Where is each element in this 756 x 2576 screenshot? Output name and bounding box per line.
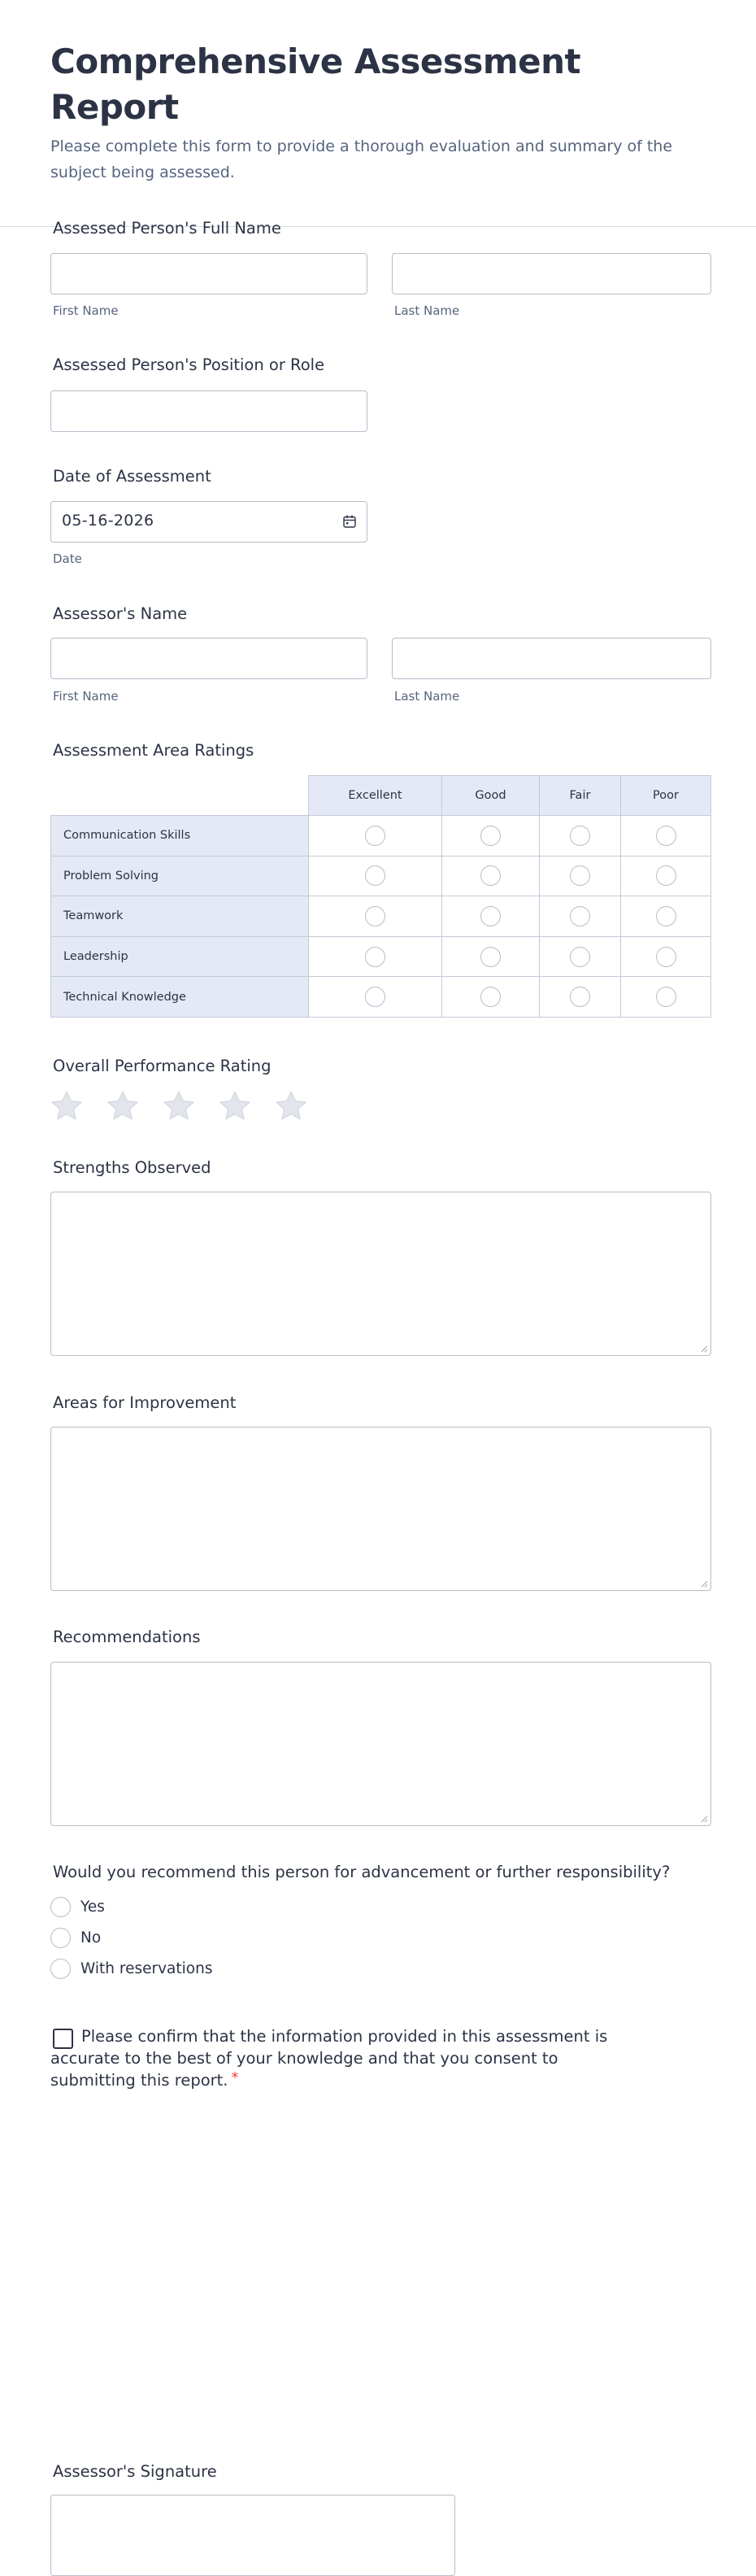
matrix-radio[interactable] <box>480 947 501 967</box>
matrix-radio[interactable] <box>656 947 676 967</box>
strengths-textarea[interactable] <box>50 1192 711 1356</box>
last-name-input[interactable] <box>392 253 711 294</box>
resize-handle-icon[interactable] <box>700 1345 708 1353</box>
matrix-radio[interactable] <box>365 865 385 886</box>
ratings-matrix <box>50 775 711 1018</box>
matrix-radio[interactable] <box>656 826 676 846</box>
resize-handle-icon[interactable] <box>700 1815 708 1823</box>
advancement-option-with-reservations[interactable] <box>50 1959 212 1979</box>
recommendations-question <box>50 1627 201 1648</box>
date-question <box>50 466 211 487</box>
advancement-question <box>50 1862 670 1883</box>
matrix-row-label: Communication Skills <box>51 816 309 856</box>
star-icon[interactable] <box>217 1088 253 1124</box>
matrix-radio[interactable] <box>570 947 590 967</box>
resize-handle-icon[interactable] <box>700 1580 708 1588</box>
matrix-radio[interactable] <box>365 947 385 967</box>
matrix-radio[interactable] <box>480 865 501 886</box>
matrix-row <box>51 977 711 1018</box>
matrix-radio[interactable] <box>570 826 590 846</box>
calendar-icon[interactable] <box>342 514 357 529</box>
matrix-radio[interactable] <box>480 906 501 926</box>
star-icon[interactable] <box>105 1088 141 1124</box>
matrix-radio[interactable] <box>656 987 676 1007</box>
signature-question <box>50 2461 217 2482</box>
matrix-row <box>51 896 711 937</box>
matrix-radio[interactable] <box>656 865 676 886</box>
matrix-row <box>51 816 711 856</box>
matrix-radio[interactable] <box>480 987 501 1007</box>
form-header <box>0 0 756 227</box>
recommendations-textarea[interactable] <box>50 1662 711 1826</box>
assessor-first-name-input[interactable] <box>50 638 367 679</box>
matrix-radio[interactable] <box>570 987 590 1007</box>
assessor-first-name-sublabel: First Name <box>53 689 119 704</box>
matrix-col-fair: Fair <box>540 776 621 816</box>
assessor-question <box>50 604 187 625</box>
improvement-question <box>50 1393 236 1414</box>
first-name-sublabel: First Name <box>53 303 119 318</box>
matrix-label: Assessment Area Ratings <box>53 741 254 760</box>
matrix-radio[interactable] <box>365 906 385 926</box>
radio-button[interactable] <box>50 1959 71 1979</box>
position-question <box>50 355 324 376</box>
strengths-label: Strengths Observed <box>53 1158 211 1177</box>
matrix-row-label: Teamwork <box>51 896 309 937</box>
first-name-input[interactable] <box>50 253 367 294</box>
full-name-question <box>50 218 281 239</box>
matrix-col-poor: Poor <box>621 776 711 816</box>
option-label: With reservations <box>80 1960 213 1977</box>
advancement-option-yes[interactable] <box>50 1897 105 1917</box>
matrix-row-label: Technical Knowledge <box>51 977 309 1018</box>
matrix-row <box>51 936 711 977</box>
position-input[interactable] <box>50 390 367 432</box>
matrix-radio[interactable] <box>570 865 590 886</box>
matrix-radio[interactable] <box>656 906 676 926</box>
overall-label: Overall Performance Rating <box>53 1057 272 1075</box>
signature-pad[interactable] <box>50 2495 455 2576</box>
matrix-col-good: Good <box>442 776 540 816</box>
improvement-label: Areas for Improvement <box>53 1393 237 1412</box>
radio-button[interactable] <box>50 1897 71 1917</box>
radio-button[interactable] <box>50 1928 71 1948</box>
overall-question <box>50 1056 272 1077</box>
consent-checkbox[interactable] <box>53 2029 73 2049</box>
page-title: Comprehensive Assessment Report <box>50 41 581 127</box>
matrix-radio[interactable] <box>365 826 385 846</box>
matrix-row-label: Problem Solving <box>51 856 309 896</box>
star-rating <box>49 1088 329 1124</box>
advancement-option-no[interactable] <box>50 1928 101 1948</box>
page-subtitle: Please complete this form to provide a thorough evaluation and summary of the subject being assessed. <box>50 137 673 181</box>
matrix-row-label: Leadership <box>51 936 309 977</box>
required-mark: * <box>231 2069 239 2086</box>
assessor-label: Assessor's Name <box>53 604 188 623</box>
assessor-last-name-sublabel: Last Name <box>394 689 460 704</box>
assessor-last-name-input[interactable] <box>392 638 711 679</box>
matrix-radio[interactable] <box>480 826 501 846</box>
star-icon[interactable] <box>161 1088 197 1124</box>
signature-label: Assessor's Signature <box>53 2462 217 2481</box>
recommendations-label: Recommendations <box>53 1628 201 1646</box>
date-label: Date of Assessment <box>53 467 211 486</box>
option-label: Yes <box>80 1898 105 1916</box>
date-sublabel: Date <box>53 551 82 566</box>
matrix-radio[interactable] <box>365 987 385 1007</box>
matrix-radio[interactable] <box>570 906 590 926</box>
consent-field <box>50 2025 636 2092</box>
strengths-question <box>50 1157 211 1179</box>
matrix-corner <box>51 776 309 816</box>
matrix-row <box>51 856 711 896</box>
position-label: Assessed Person's Position or Role <box>53 355 325 374</box>
option-label: No <box>80 1929 102 1946</box>
matrix-question <box>50 740 254 761</box>
last-name-sublabel: Last Name <box>394 303 460 318</box>
full-name-label: Assessed Person's Full Name <box>53 219 281 238</box>
advancement-label: Would you recommend this person for advancement or further responsibility? <box>53 1863 671 1881</box>
improvement-textarea[interactable] <box>50 1427 711 1591</box>
consent-label <box>50 2025 636 2092</box>
date-value: 05-16-2026 <box>62 512 154 530</box>
matrix-col-excellent: Excellent <box>309 776 442 816</box>
date-input[interactable] <box>50 501 367 543</box>
star-icon[interactable] <box>273 1088 309 1124</box>
consent-text: Please confirm that the information provided in this assessment is accurate to the best of your knowledge and that you consent to submitting this report. <box>50 2027 608 2090</box>
star-icon[interactable] <box>49 1088 85 1124</box>
